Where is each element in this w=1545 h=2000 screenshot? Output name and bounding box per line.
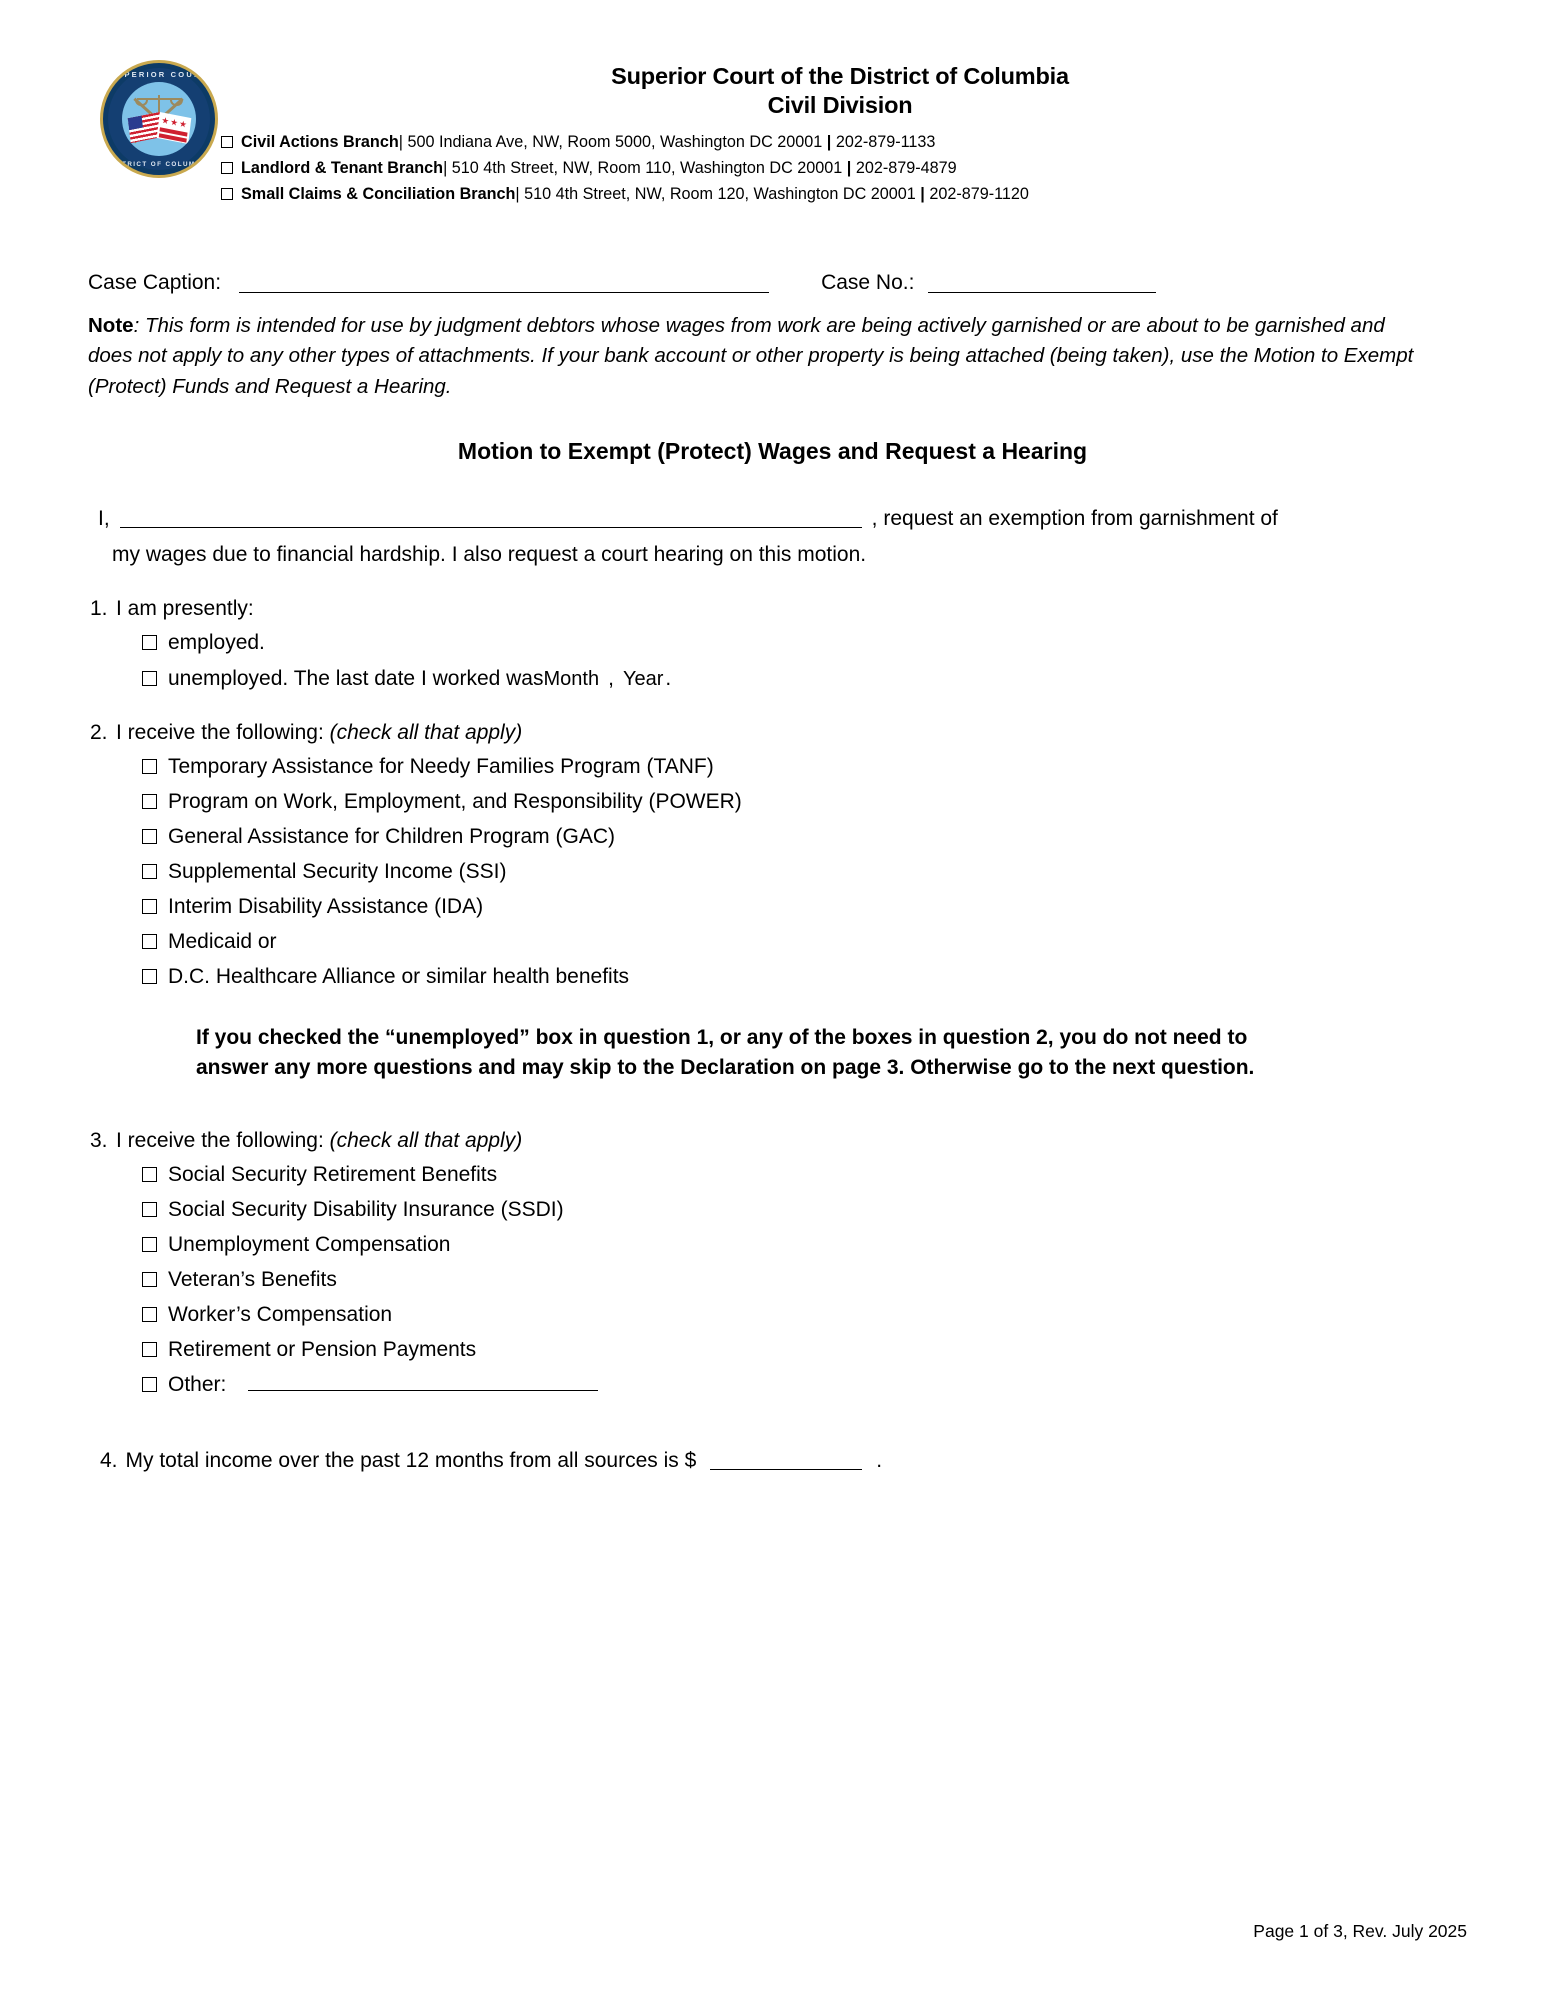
branch-name: Landlord & Tenant Branch — [241, 158, 444, 177]
seal-bottom-text: DISTRICT OF COLUMBIA — [107, 161, 211, 168]
checkbox-ssdi[interactable] — [142, 1202, 157, 1217]
question-2-hint: (check all that apply) — [329, 721, 523, 745]
question-4-number: 4. — [100, 1448, 118, 1472]
question-1-heading — [90, 597, 1467, 621]
branch-separator-2: | — [826, 133, 832, 152]
option-ssi-label: Supplemental Security Income (SSI) — [168, 860, 507, 884]
intro-line-2: my wages due to financial hardship. I also request a court hearing on this motion. — [112, 543, 867, 567]
option-unemployment-compensation[interactable] — [142, 1233, 1467, 1257]
option-medicaid[interactable] — [142, 930, 1467, 954]
checkbox-tanf[interactable] — [142, 759, 157, 774]
checkbox-medicaid[interactable] — [142, 934, 157, 949]
option-power-label: Program on Work, Employment, and Responsibility (POWER) — [168, 790, 742, 814]
checkbox-retirement-pension[interactable] — [142, 1342, 157, 1357]
case-caption-input[interactable] — [239, 273, 769, 293]
court-name: Superior Court of the District of Columbia — [611, 63, 1069, 89]
option-veterans-benefits-label: Veteran’s Benefits — [168, 1267, 337, 1291]
option-workers-compensation-label: Worker’s Compensation — [168, 1302, 393, 1326]
court-division: Civil Division — [767, 91, 913, 118]
option-unemployed[interactable] — [142, 667, 1467, 691]
branch-separator: | — [398, 133, 403, 152]
question-3 — [78, 1129, 1467, 1397]
checkbox-gac[interactable] — [142, 829, 157, 844]
question-2-number: 2. — [90, 721, 108, 745]
intro-after-name: , request an exemption from garnishment of — [871, 507, 1278, 531]
question-4-text: My total income over the past 12 months from all sources is $ — [125, 1448, 697, 1472]
question-2-heading — [90, 721, 1467, 745]
checkbox-ssi[interactable] — [142, 864, 157, 879]
checkbox-unemployment-compensation[interactable] — [142, 1237, 157, 1252]
branch-phone: 202-879-1133 — [835, 133, 936, 152]
option-ssdi[interactable] — [142, 1198, 1467, 1222]
branch-line-landlord-tenant — [221, 156, 1467, 182]
intro-block — [78, 507, 1467, 567]
checkbox-veterans-benefits[interactable] — [142, 1272, 157, 1287]
option-veterans-benefits[interactable] — [142, 1268, 1467, 1292]
form-header — [78, 52, 1467, 207]
option-tanf-label: Temporary Assistance for Needy Families Program (TANF) — [168, 755, 714, 779]
question-1-number: 1. — [90, 597, 108, 621]
case-caption-row — [78, 271, 1467, 295]
branch-phone: 202-879-4879 — [855, 158, 957, 177]
branch-checkbox-civil-actions[interactable] — [221, 136, 233, 148]
question-3-heading — [90, 1129, 1467, 1153]
option-gac[interactable] — [142, 825, 1467, 849]
option-other[interactable] — [142, 1373, 1467, 1397]
intro-i-label: I, — [98, 507, 110, 531]
date-period: . — [665, 667, 672, 691]
checkbox-workers-compensation[interactable] — [142, 1307, 157, 1322]
option-medicaid-label: Medicaid or — [168, 930, 277, 954]
checkbox-power[interactable] — [142, 794, 157, 809]
question-1-text: I am presently: — [116, 597, 254, 621]
question-3-hint: (check all that apply) — [329, 1128, 523, 1152]
option-dc-healthcare-alliance-label: D.C. Healthcare Alliance or similar health benefits — [168, 965, 630, 989]
option-ida-label: Interim Disability Assistance (IDA) — [168, 895, 484, 919]
option-unemployed-label: unemployed. The last date I worked was — [168, 667, 544, 691]
question-3-number: 3. — [90, 1128, 108, 1152]
branch-name: Small Claims & Conciliation Branch — [241, 184, 516, 203]
case-no-input[interactable] — [928, 273, 1156, 293]
option-retirement-pension-label: Retirement or Pension Payments — [168, 1337, 477, 1361]
checkbox-ida[interactable] — [142, 899, 157, 914]
option-unemployment-compensation-label: Unemployment Compensation — [168, 1232, 451, 1256]
movant-name-input[interactable] — [120, 508, 862, 528]
branch-list — [213, 130, 1467, 207]
seal-inner-disc — [122, 82, 196, 156]
page-footer: Page 1 of 3, Rev. July 2025 — [1253, 1921, 1467, 1941]
branch-separator: | — [515, 184, 520, 203]
option-ss-retirement[interactable] — [142, 1163, 1467, 1187]
branch-address: 500 Indiana Ave, NW, Room 5000, Washington DC 20001 — [407, 133, 823, 152]
option-workers-compensation[interactable] — [142, 1303, 1467, 1327]
header-text-block — [213, 52, 1467, 207]
note-label: Note — [88, 314, 134, 338]
option-gac-label: General Assistance for Children Program (GAC) — [168, 825, 615, 849]
option-employed[interactable] — [142, 631, 1467, 655]
intro-line-1 — [98, 507, 1467, 531]
question-2-text: I receive the following: — [116, 721, 324, 745]
branch-phone: 202-879-1120 — [929, 184, 1029, 203]
branch-separator: | — [443, 158, 448, 177]
branch-separator-2: | — [846, 158, 852, 177]
month-label: Month — [543, 668, 600, 691]
court-seal-icon — [100, 60, 218, 178]
option-ida[interactable] — [142, 895, 1467, 919]
form-title: Motion to Exempt (Protect) Wages and Request a Hearing — [457, 438, 1088, 465]
branch-separator-2: | — [920, 184, 925, 203]
last-worked-date-group — [544, 667, 672, 691]
option-retirement-pension[interactable] — [142, 1338, 1467, 1362]
checkbox-ss-retirement[interactable] — [142, 1167, 157, 1182]
year-label: Year — [622, 668, 664, 691]
option-ssdi-label: Social Security Disability Insurance (SSDI) — [168, 1197, 564, 1221]
question-1 — [78, 597, 1467, 691]
month-group — [544, 667, 600, 691]
checkbox-dc-healthcare-alliance[interactable] — [142, 969, 157, 984]
question-2-options — [90, 755, 1467, 989]
option-ssi[interactable] — [142, 860, 1467, 884]
note-text: : This form is intended for use by judgment debtors whose wages from work are being actively garnished or are about to be garnished and does not apply to any other types of attachments. If your bank account or other property is being attached (being taken), use the Motion to Exempt (Protect) Funds and Request a Hearing. — [88, 314, 1414, 398]
question-3-options — [90, 1163, 1467, 1397]
branch-line-civil-actions — [221, 130, 1467, 156]
branch-line-small-claims — [221, 182, 1467, 208]
question-3-text: I receive the following: — [116, 1128, 324, 1152]
branch-checkbox-landlord-tenant[interactable] — [221, 162, 233, 174]
option-other-label: Other: — [168, 1372, 227, 1396]
question-1-options — [90, 631, 1467, 691]
branch-address: 510 4th Street, NW, Room 110, Washington DC 20001 — [451, 158, 843, 177]
branch-address: 510 4th Street, NW, Room 120, Washington DC 20001 — [524, 184, 916, 203]
case-caption-label: Case Caption: — [88, 271, 222, 295]
case-no-label: Case No.: — [821, 271, 915, 295]
year-group — [623, 667, 663, 691]
option-tanf[interactable] — [142, 755, 1467, 779]
checkbox-other[interactable] — [142, 1377, 157, 1392]
seal-top-text: SUPERIOR COURT — [109, 70, 209, 79]
date-comma: , — [608, 667, 614, 691]
total-income-input[interactable] — [710, 1452, 862, 1470]
question-2 — [78, 721, 1467, 989]
other-input[interactable] — [248, 1373, 598, 1391]
option-employed-label: employed. — [168, 631, 265, 655]
branch-checkbox-small-claims[interactable] — [221, 188, 233, 200]
option-power[interactable] — [142, 790, 1467, 814]
skip-notice: If you checked the “unemployed” box in question 1, or any of the boxes in question 2, you do not need to answer any more questions and may skip to the Declaration on page 3. Otherwise go to the next question. — [196, 1026, 1255, 1079]
question-4 — [78, 1449, 1467, 1473]
checkbox-unemployed[interactable] — [142, 671, 157, 686]
dc-flag-icon — [157, 112, 192, 144]
question-4-period: . — [876, 1448, 883, 1472]
court-seal-container — [78, 52, 213, 178]
note-paragraph — [78, 311, 1428, 402]
branch-name: Civil Actions Branch — [241, 133, 399, 152]
option-ss-retirement-label: Social Security Retirement Benefits — [168, 1162, 498, 1186]
checkbox-employed[interactable] — [142, 635, 157, 650]
option-dc-healthcare-alliance[interactable] — [142, 965, 1467, 989]
